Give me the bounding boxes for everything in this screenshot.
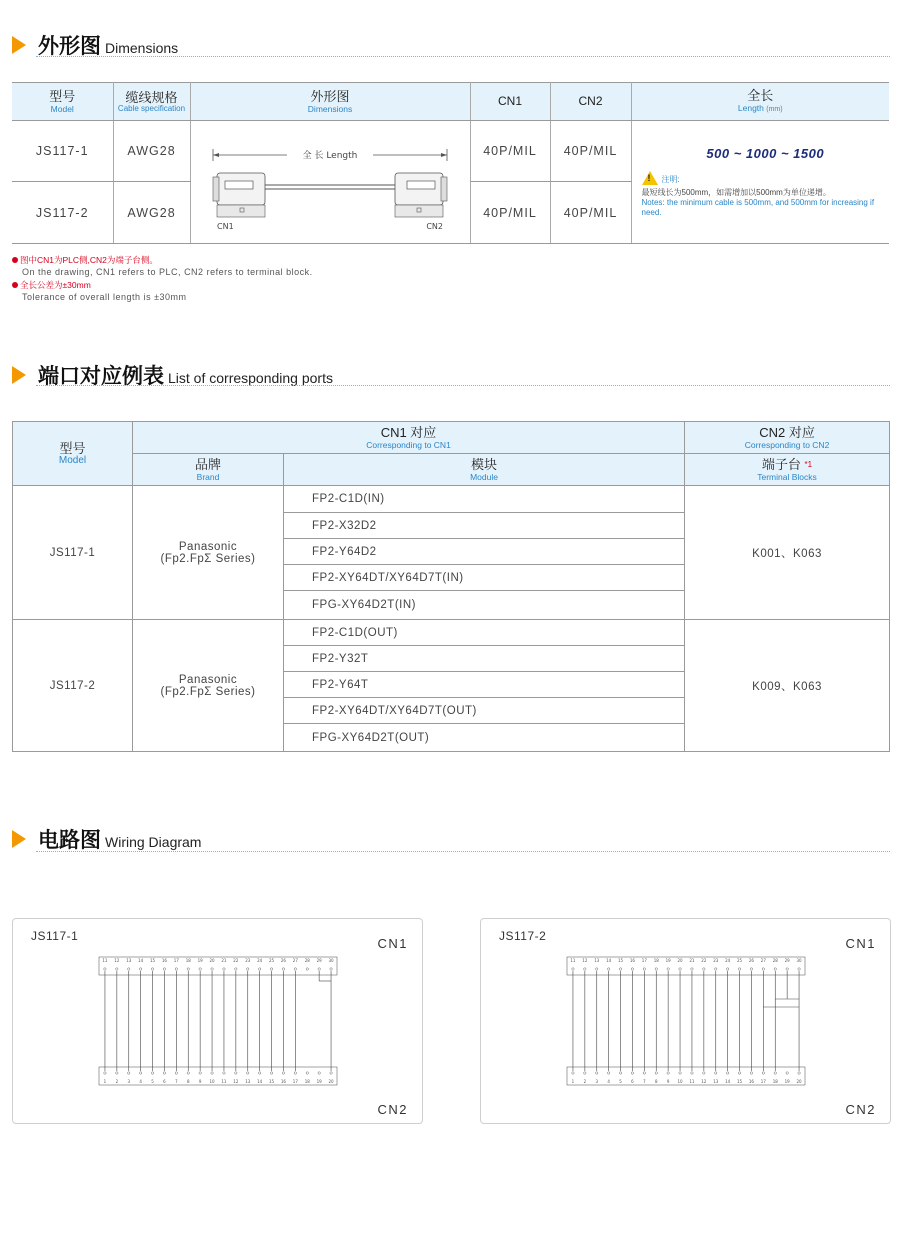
row-cn1: 40P/MIL xyxy=(470,182,550,244)
svg-text:2: 2 xyxy=(115,1079,119,1084)
svg-text:2: 2 xyxy=(583,1079,587,1084)
svg-text:8: 8 xyxy=(654,1079,658,1084)
svg-text:15: 15 xyxy=(737,1079,743,1084)
bullet-icon xyxy=(12,282,18,288)
svg-text:16: 16 xyxy=(280,1079,286,1084)
svg-text:6: 6 xyxy=(631,1079,634,1084)
notes xyxy=(12,254,313,304)
section-title-en: List of corresponding ports xyxy=(168,370,333,386)
note-1-en: On the drawing, CN1 refers to PLC, CN2 refers to terminal block. xyxy=(22,267,313,277)
svg-text:11: 11 xyxy=(689,1079,695,1084)
cn1-label: CN1 xyxy=(217,221,234,231)
svg-text:25: 25 xyxy=(269,958,275,963)
svg-text:16: 16 xyxy=(629,958,635,963)
header-cn2: CN2 xyxy=(550,83,631,121)
svg-text:11: 11 xyxy=(570,958,576,963)
svg-text:14: 14 xyxy=(257,1079,263,1084)
module-cell: FP2-X32D2 xyxy=(284,513,685,539)
arrow-icon xyxy=(12,366,26,384)
svg-text:19: 19 xyxy=(665,958,671,963)
svg-text:20: 20 xyxy=(209,958,215,963)
svg-text:11: 11 xyxy=(221,1079,227,1084)
svg-text:14: 14 xyxy=(606,958,612,963)
header-model: 型号 Model xyxy=(12,83,113,121)
svg-text:13: 13 xyxy=(245,1079,251,1084)
arrow-icon xyxy=(12,36,26,54)
svg-text:26: 26 xyxy=(748,958,754,963)
divider xyxy=(36,385,890,386)
length-cell xyxy=(631,121,889,244)
row-cn2: 40P/MIL xyxy=(550,182,631,244)
svg-text:4: 4 xyxy=(607,1079,610,1084)
svg-text:12: 12 xyxy=(582,958,588,963)
module-cell: FP2-C1D(OUT) xyxy=(284,620,685,646)
cn2-label: CN2 xyxy=(845,1102,876,1117)
svg-text:21: 21 xyxy=(689,958,695,963)
group-terminal: K009、K063 xyxy=(685,620,890,752)
section-title-zh: 电路图 xyxy=(38,828,101,852)
wiring-lines xyxy=(99,957,337,1085)
length-values: 500 ~ 1000 ~ 1500 xyxy=(706,146,825,161)
header-length: 全长 Length (mm) xyxy=(631,83,889,121)
module-cell: FP2-XY64DT/XY64D7T(OUT) xyxy=(284,698,685,724)
svg-text:12: 12 xyxy=(233,1079,239,1084)
cn1-label: CN1 xyxy=(845,936,876,951)
svg-text:7: 7 xyxy=(175,1079,178,1084)
header-cn1: CN1 xyxy=(470,83,550,121)
header-cn1: CN1 对应 Corresponding to CN1 xyxy=(133,422,685,454)
module-cell: FP2-Y32T xyxy=(284,646,685,672)
module-cell: FP2-XY64DT/XY64D7T(IN) xyxy=(284,565,685,591)
wiring-diagram-1 xyxy=(12,918,423,1124)
module-cell: FPG-XY64D2T(IN) xyxy=(284,591,685,620)
wiring-svg xyxy=(13,919,422,1123)
svg-text:19: 19 xyxy=(784,1079,790,1084)
header-module: 模块 Module xyxy=(284,454,685,486)
svg-text:23: 23 xyxy=(245,958,251,963)
module-cell: FP2-Y64T xyxy=(284,672,685,698)
group-brand: Panasonic (Fp2.FpΣ Series) xyxy=(133,486,284,620)
section-title-en: Dimensions xyxy=(105,40,179,56)
svg-text:29: 29 xyxy=(316,958,322,963)
svg-text:17: 17 xyxy=(641,958,647,963)
wiring-title: JS117-1 xyxy=(31,929,79,943)
wiring-lines xyxy=(567,957,805,1085)
svg-text:10: 10 xyxy=(209,1079,215,1084)
svg-text:14: 14 xyxy=(725,1079,731,1084)
cable-drawing-svg xyxy=(195,125,465,235)
svg-text:6: 6 xyxy=(163,1079,166,1084)
svg-text:18: 18 xyxy=(304,1079,310,1084)
svg-text:5: 5 xyxy=(619,1079,622,1084)
cn1-label: CN1 xyxy=(377,936,408,951)
note-1-zh: 图中CN1为PLC侧,CN2为端子台侧。 xyxy=(20,255,158,265)
svg-text:28: 28 xyxy=(772,958,778,963)
svg-text:5: 5 xyxy=(151,1079,154,1084)
wiring-svg xyxy=(481,919,890,1123)
svg-text:30: 30 xyxy=(328,958,334,963)
module-cell: FP2-Y64D2 xyxy=(284,539,685,565)
svg-text:8: 8 xyxy=(186,1079,190,1084)
svg-text:24: 24 xyxy=(725,958,731,963)
module-cell: FPG-XY64D2T(OUT) xyxy=(284,724,685,752)
svg-text:18: 18 xyxy=(772,1079,778,1084)
svg-text:17: 17 xyxy=(173,958,179,963)
svg-text:14: 14 xyxy=(138,958,144,963)
divider xyxy=(36,56,890,57)
svg-text:7: 7 xyxy=(643,1079,646,1084)
note-2-en: Tolerance of overall length is ±30mm xyxy=(22,292,187,302)
svg-text:13: 13 xyxy=(126,958,132,963)
svg-text:10: 10 xyxy=(677,1079,683,1084)
svg-text:29: 29 xyxy=(784,958,790,963)
svg-text:20: 20 xyxy=(796,1079,802,1084)
note-2-zh: 全长公差为±30mm xyxy=(20,280,91,290)
svg-text:9: 9 xyxy=(198,1079,202,1084)
svg-text:1: 1 xyxy=(103,1079,107,1084)
svg-text:12: 12 xyxy=(114,958,120,963)
row-cn1: 40P/MIL xyxy=(470,121,550,182)
svg-text:4: 4 xyxy=(139,1079,142,1084)
dimensions-table xyxy=(12,82,889,244)
svg-text:19: 19 xyxy=(316,1079,322,1084)
svg-text:13: 13 xyxy=(713,1079,719,1084)
warning-icon xyxy=(642,171,658,185)
row-cable: AWG28 xyxy=(113,121,190,182)
svg-text:20: 20 xyxy=(328,1079,334,1084)
svg-text:16: 16 xyxy=(161,958,167,963)
row-cable: AWG28 xyxy=(113,182,190,244)
cable-drawing xyxy=(190,121,470,244)
cn2-label: CN2 xyxy=(377,1102,408,1117)
svg-text:23: 23 xyxy=(713,958,719,963)
group-terminal: K001、K063 xyxy=(685,486,890,620)
svg-text:12: 12 xyxy=(701,1079,707,1084)
wiring-diagram-2 xyxy=(480,918,891,1124)
section-title-zh: 端口对应例表 xyxy=(38,364,164,388)
group-model: JS117-2 xyxy=(13,620,133,752)
svg-text:13: 13 xyxy=(594,958,600,963)
svg-text:9: 9 xyxy=(666,1079,670,1084)
svg-text:30: 30 xyxy=(796,958,802,963)
ports-table xyxy=(12,421,890,752)
svg-text:15: 15 xyxy=(618,958,624,963)
svg-text:22: 22 xyxy=(233,958,239,963)
svg-text:17: 17 xyxy=(292,1079,298,1084)
svg-text:27: 27 xyxy=(760,958,766,963)
arrow-icon xyxy=(12,830,26,848)
header-model: 型号 Model xyxy=(13,422,133,486)
svg-text:1: 1 xyxy=(571,1079,575,1084)
svg-text:26: 26 xyxy=(280,958,286,963)
length-label: 全 长 Length xyxy=(302,150,358,161)
row-model: JS117-1 xyxy=(12,121,113,182)
svg-text:19: 19 xyxy=(197,958,203,963)
svg-text:15: 15 xyxy=(150,958,156,963)
svg-text:18: 18 xyxy=(185,958,191,963)
note-en: Notes: the minimum cable is 500mm, and 500mm for increasing if need. xyxy=(641,198,875,217)
svg-text:28: 28 xyxy=(304,958,310,963)
svg-text:25: 25 xyxy=(737,958,743,963)
bullet-icon xyxy=(12,257,18,263)
group-model: JS117-1 xyxy=(13,486,133,620)
header-cable: 缆线规格 Cable specification xyxy=(113,83,190,121)
header-brand: 品牌 Brand xyxy=(133,454,284,486)
row-model: JS117-2 xyxy=(12,182,113,244)
svg-text:3: 3 xyxy=(595,1079,599,1084)
svg-text:11: 11 xyxy=(102,958,108,963)
divider xyxy=(36,851,890,852)
cn2-label: CN2 xyxy=(426,221,443,231)
svg-text:3: 3 xyxy=(127,1079,131,1084)
svg-text:22: 22 xyxy=(701,958,707,963)
svg-text:17: 17 xyxy=(760,1079,766,1084)
svg-text:27: 27 xyxy=(292,958,298,963)
svg-text:15: 15 xyxy=(269,1079,275,1084)
row-cn2: 40P/MIL xyxy=(550,121,631,182)
header-terminal: 端子台 $^{*1}$ Terminal Blocks xyxy=(685,454,890,486)
section-title-en: Wiring Diagram xyxy=(105,834,202,850)
svg-text:20: 20 xyxy=(677,958,683,963)
group-brand: Panasonic (Fp2.FpΣ Series) xyxy=(133,620,284,752)
module-cell: FP2-C1D(IN) xyxy=(284,486,685,513)
header-cn2: CN2 对应 Corresponding to CN2 xyxy=(685,422,890,454)
wiring-title: JS117-2 xyxy=(499,929,547,943)
svg-text:16: 16 xyxy=(748,1079,754,1084)
svg-text:18: 18 xyxy=(653,958,659,963)
section-title-zh: 外形图 xyxy=(38,34,101,58)
header-dimensions: 外形图 Dimensions xyxy=(190,83,470,121)
svg-text:24: 24 xyxy=(257,958,263,963)
note-label: 注明: xyxy=(661,175,680,184)
note-zh: 最短线长为500mm，如需增加以500mm为单位递增。 xyxy=(641,188,831,197)
svg-text:21: 21 xyxy=(221,958,227,963)
